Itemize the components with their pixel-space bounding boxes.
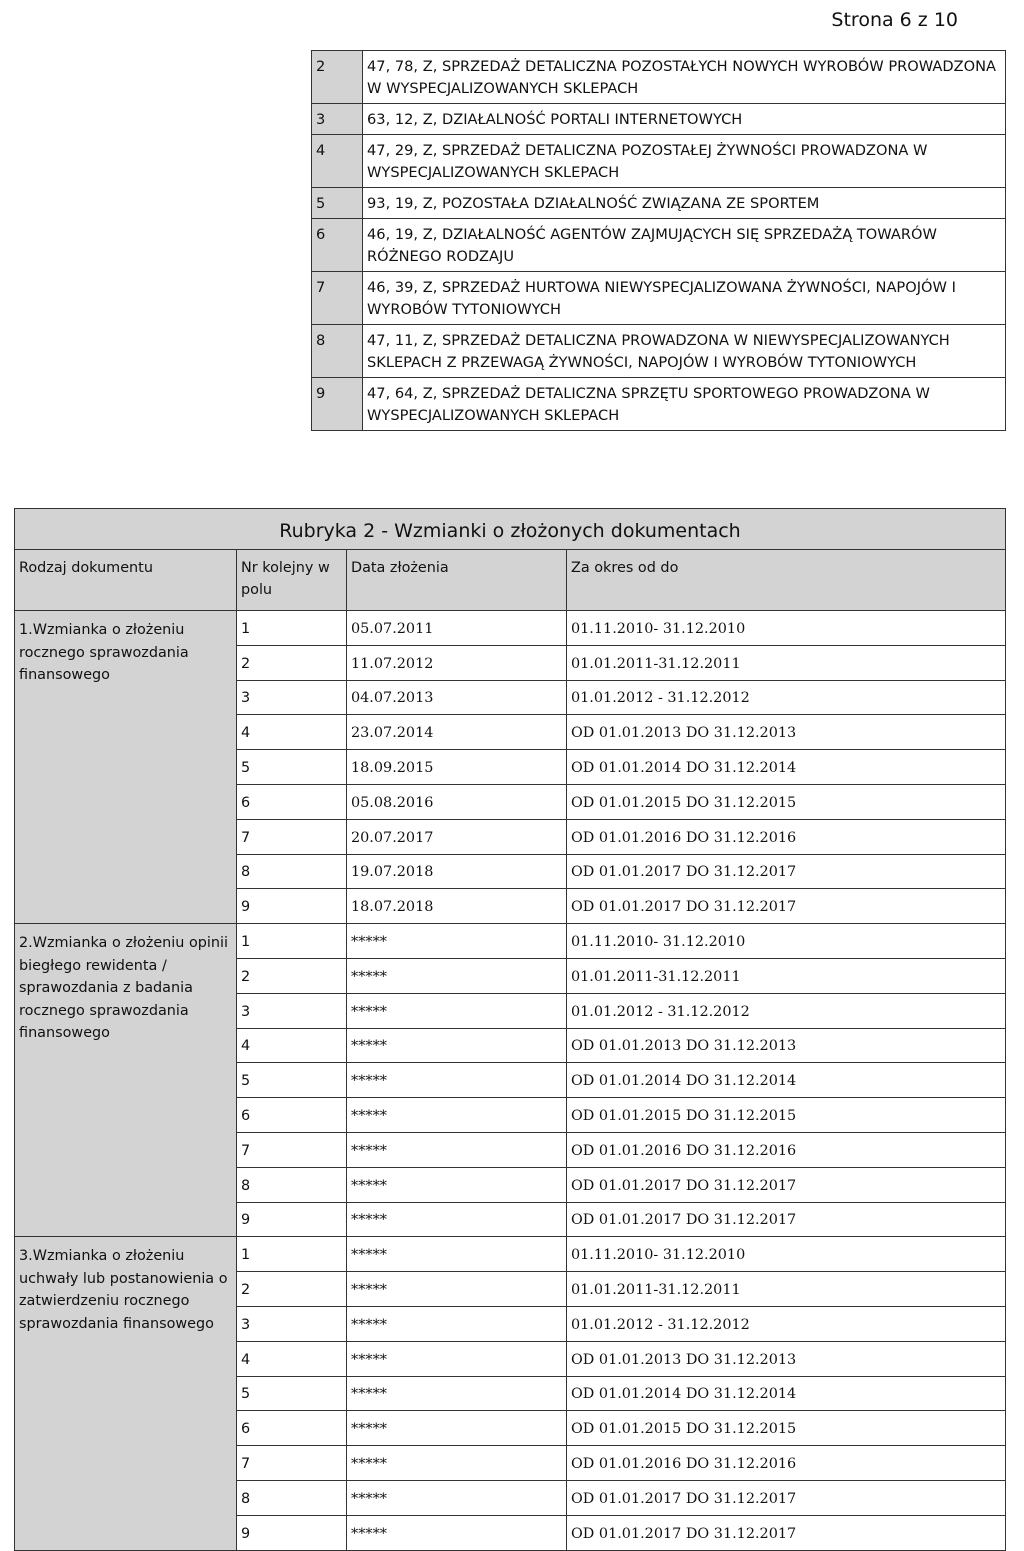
filing-date-cell: *****	[347, 1480, 567, 1515]
period-cell: OD 01.01.2016 DO 31.12.2016	[567, 1446, 1006, 1481]
sequence-number-cell: 5	[237, 1063, 347, 1098]
header-filing-date: Data złożenia	[347, 550, 567, 611]
sequence-number-cell: 2	[237, 645, 347, 680]
sequence-number-cell: 6	[237, 1411, 347, 1446]
sequence-number-cell: 8	[237, 1480, 347, 1515]
pkd-row-number: 3	[312, 104, 363, 135]
sequence-number-cell: 1	[237, 611, 347, 646]
sequence-number-cell: 3	[237, 1306, 347, 1341]
sequence-number-cell: 6	[237, 1098, 347, 1133]
document-type-label: 3.Wzmianka o złożeniu uchwały lub postanowienia o zatwierdzeniu rocznego sprawozdania finansowego	[15, 1237, 237, 1550]
pkd-row-description: 46, 39, Z, SPRZEDAŻ HURTOWA NIEWYSPECJALIZOWANA ŻYWNOŚCI, NAPOJÓW I WYROBÓW TYTONIOWYCH	[363, 272, 1006, 325]
pkd-row-description: 47, 64, Z, SPRZEDAŻ DETALICZNA SPRZĘTU SPORTOWEGO PROWADZONA W WYSPECJALIZOWANYCH SKLEPACH	[363, 378, 1006, 431]
pkd-row-description: 93, 19, Z, POZOSTAŁA DZIAŁALNOŚĆ ZWIĄZANA ZE SPORTEM	[363, 188, 1006, 219]
period-cell: OD 01.01.2013 DO 31.12.2013	[567, 1028, 1006, 1063]
period-cell: OD 01.01.2017 DO 31.12.2017	[567, 1515, 1006, 1550]
pkd-row-number: 2	[312, 51, 363, 104]
pkd-row-number: 7	[312, 272, 363, 325]
filing-date-cell: *****	[347, 1306, 567, 1341]
sequence-number-cell: 4	[237, 1028, 347, 1063]
period-cell: OD 01.01.2015 DO 31.12.2015	[567, 784, 1006, 819]
period-cell: OD 01.01.2015 DO 31.12.2015	[567, 1411, 1006, 1446]
filing-date-cell: 05.08.2016	[347, 784, 567, 819]
sequence-number-cell: 9	[237, 1202, 347, 1237]
period-cell: OD 01.01.2014 DO 31.12.2014	[567, 1376, 1006, 1411]
filing-date-cell: *****	[347, 1202, 567, 1237]
filing-date-cell: 20.07.2017	[347, 819, 567, 854]
period-cell: 01.01.2012 - 31.12.2012	[567, 993, 1006, 1028]
period-cell: OD 01.01.2016 DO 31.12.2016	[567, 1132, 1006, 1167]
period-cell: 01.01.2012 - 31.12.2012	[567, 680, 1006, 715]
filing-date-cell: *****	[347, 993, 567, 1028]
sequence-number-cell: 1	[237, 924, 347, 959]
period-cell: 01.11.2010- 31.12.2010	[567, 924, 1006, 959]
sequence-number-cell: 7	[237, 1132, 347, 1167]
sequence-number-cell: 8	[237, 1167, 347, 1202]
pkd-row-number: 9	[312, 378, 363, 431]
sequence-number-cell: 3	[237, 680, 347, 715]
filing-date-cell: *****	[347, 1098, 567, 1133]
period-cell: 01.11.2010- 31.12.2010	[567, 1237, 1006, 1272]
filing-date-cell: *****	[347, 1515, 567, 1550]
pkd-row-number: 6	[312, 219, 363, 272]
filing-date-cell: 11.07.2012	[347, 645, 567, 680]
header-sequence-number: Nr kolejny w polu	[237, 550, 347, 611]
period-cell: OD 01.01.2017 DO 31.12.2017	[567, 1167, 1006, 1202]
pkd-activity-table	[311, 50, 1006, 431]
filing-date-cell: *****	[347, 1063, 567, 1098]
filing-date-cell: 19.07.2018	[347, 854, 567, 889]
filing-date-cell: 18.07.2018	[347, 889, 567, 924]
filing-date-cell: *****	[347, 1028, 567, 1063]
pkd-row	[312, 325, 1006, 378]
filing-date-cell: *****	[347, 924, 567, 959]
page-number: Strona 6 z 10	[831, 9, 958, 31]
filing-date-cell: *****	[347, 1341, 567, 1376]
table-row	[15, 1237, 1006, 1272]
filing-date-cell: 18.09.2015	[347, 750, 567, 785]
filing-date-cell: *****	[347, 1167, 567, 1202]
period-cell: OD 01.01.2013 DO 31.12.2013	[567, 715, 1006, 750]
period-cell: OD 01.01.2013 DO 31.12.2013	[567, 1341, 1006, 1376]
sequence-number-cell: 2	[237, 1272, 347, 1307]
sequence-number-cell: 5	[237, 1376, 347, 1411]
filing-date-cell: *****	[347, 1411, 567, 1446]
period-cell: OD 01.01.2017 DO 31.12.2017	[567, 1480, 1006, 1515]
pkd-row	[312, 104, 1006, 135]
period-cell: 01.01.2011-31.12.2011	[567, 958, 1006, 993]
period-cell: 01.01.2012 - 31.12.2012	[567, 1306, 1006, 1341]
pkd-row-number: 4	[312, 135, 363, 188]
filing-date-cell: *****	[347, 958, 567, 993]
sequence-number-cell: 1	[237, 1237, 347, 1272]
period-cell: OD 01.01.2016 DO 31.12.2016	[567, 819, 1006, 854]
pkd-row	[312, 135, 1006, 188]
table-row	[15, 924, 1006, 959]
pkd-row-number: 5	[312, 188, 363, 219]
sequence-number-cell: 8	[237, 854, 347, 889]
filing-date-cell: *****	[347, 1272, 567, 1307]
rubryka-title: Rubryka 2 - Wzmianki o złożonych dokumentach	[15, 509, 1006, 550]
pkd-row	[312, 378, 1006, 431]
period-cell: 01.01.2011-31.12.2011	[567, 1272, 1006, 1307]
sequence-number-cell: 2	[237, 958, 347, 993]
sequence-number-cell: 9	[237, 889, 347, 924]
pkd-row	[312, 51, 1006, 104]
table-row	[15, 611, 1006, 646]
period-cell: OD 01.01.2017 DO 31.12.2017	[567, 889, 1006, 924]
column-header-row	[15, 550, 1006, 611]
filing-date-cell: 05.07.2011	[347, 611, 567, 646]
pkd-row-description: 47, 29, Z, SPRZEDAŻ DETALICZNA POZOSTAŁEJ ŻYWNOŚCI PROWADZONA W WYSPECJALIZOWANYCH SKLEPACH	[363, 135, 1006, 188]
filing-date-cell: 04.07.2013	[347, 680, 567, 715]
pkd-row-description: 63, 12, Z, DZIAŁALNOŚĆ PORTALI INTERNETOWYCH	[363, 104, 1006, 135]
pkd-row	[312, 188, 1006, 219]
period-cell: OD 01.01.2015 DO 31.12.2015	[567, 1098, 1006, 1133]
sequence-number-cell: 6	[237, 784, 347, 819]
document-type-label: 2.Wzmianka o złożeniu opinii biegłego rewidenta / sprawozdania z badania rocznego sprawozdania finansowego	[15, 924, 237, 1237]
period-cell: OD 01.01.2014 DO 31.12.2014	[567, 1063, 1006, 1098]
period-cell: OD 01.01.2017 DO 31.12.2017	[567, 854, 1006, 889]
pkd-row	[312, 219, 1006, 272]
pkd-row-description: 47, 78, Z, SPRZEDAŻ DETALICZNA POZOSTAŁYCH NOWYCH WYROBÓW PROWADZONA W WYSPECJALIZOWANYCH SKLEPACH	[363, 51, 1006, 104]
sequence-number-cell: 7	[237, 1446, 347, 1481]
filing-date-cell: *****	[347, 1376, 567, 1411]
period-cell: 01.11.2010- 31.12.2010	[567, 611, 1006, 646]
sequence-number-cell: 5	[237, 750, 347, 785]
period-cell: OD 01.01.2017 DO 31.12.2017	[567, 1202, 1006, 1237]
sequence-number-cell: 3	[237, 993, 347, 1028]
header-document-type: Rodzaj dokumentu	[15, 550, 237, 611]
document-type-label: 1.Wzmianka o złożeniu rocznego sprawozdania finansowego	[15, 611, 237, 924]
sequence-number-cell: 4	[237, 715, 347, 750]
filing-date-cell: 23.07.2014	[347, 715, 567, 750]
pkd-row-description: 47, 11, Z, SPRZEDAŻ DETALICZNA PROWADZONA W NIEWYSPECJALIZOWANYCH SKLEPACH Z PRZEWAGĄ ŻYWNOŚCI, NAPOJÓW I WYROBÓW TYTONIOWYCH	[363, 325, 1006, 378]
filing-date-cell: *****	[347, 1132, 567, 1167]
sequence-number-cell: 7	[237, 819, 347, 854]
filing-date-cell: *****	[347, 1446, 567, 1481]
pkd-row-number: 8	[312, 325, 363, 378]
period-cell: OD 01.01.2014 DO 31.12.2014	[567, 750, 1006, 785]
header-period: Za okres od do	[567, 550, 1006, 611]
sequence-number-cell: 4	[237, 1341, 347, 1376]
filing-date-cell: *****	[347, 1237, 567, 1272]
pkd-row	[312, 272, 1006, 325]
pkd-row-description: 46, 19, Z, DZIAŁALNOŚĆ AGENTÓW ZAJMUJĄCYCH SIĘ SPRZEDAŻĄ TOWARÓW RÓŻNEGO RODZAJU	[363, 219, 1006, 272]
period-cell: 01.01.2011-31.12.2011	[567, 645, 1006, 680]
sequence-number-cell: 9	[237, 1515, 347, 1550]
rubryka-2-table	[14, 508, 1006, 1551]
